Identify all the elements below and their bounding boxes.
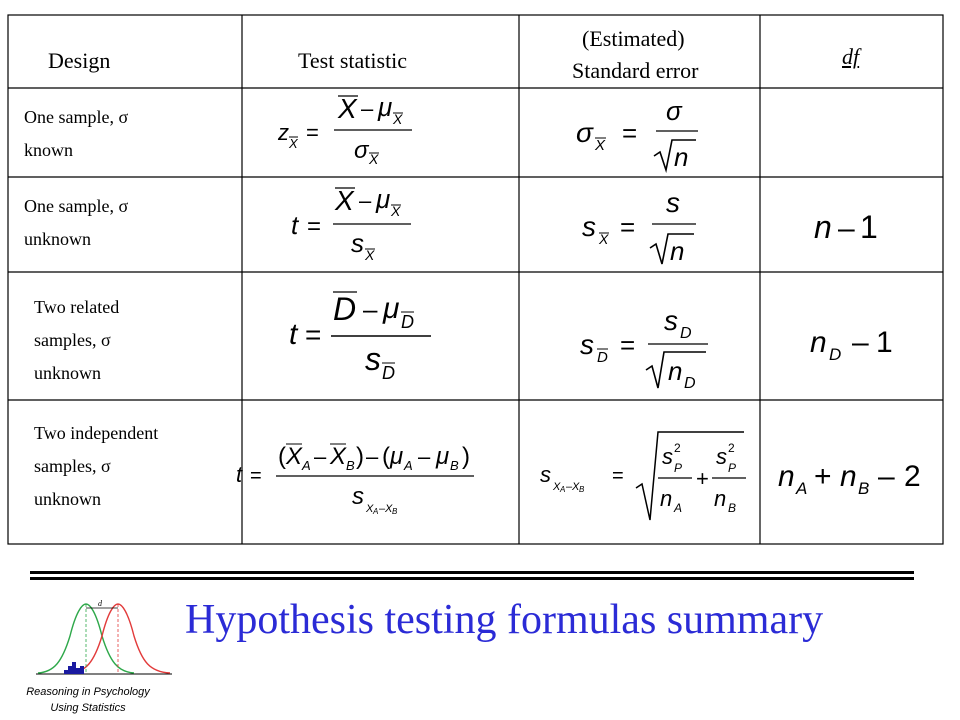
svg-text:D: D bbox=[382, 363, 395, 382]
svg-text:σ: σ bbox=[666, 96, 682, 126]
svg-text:–: – bbox=[379, 503, 386, 515]
row1-design bbox=[24, 101, 128, 167]
svg-text:(: ( bbox=[382, 443, 390, 470]
svg-text:A: A bbox=[302, 458, 311, 473]
logo-caption-line1: Reasoning in Psychology bbox=[26, 686, 150, 698]
svg-text:=: = bbox=[306, 120, 319, 145]
row1-test-statistic-formula bbox=[272, 90, 422, 175]
row1-design-line1: One sample, σ bbox=[24, 107, 129, 127]
svg-text:n: n bbox=[810, 326, 827, 359]
svg-text:A: A bbox=[674, 501, 683, 515]
svg-text:2: 2 bbox=[904, 460, 921, 493]
svg-text:–: – bbox=[838, 212, 855, 245]
svg-text:=: = bbox=[305, 319, 322, 350]
row4-design-line1: Two independent bbox=[34, 423, 159, 443]
svg-text:+: + bbox=[814, 460, 832, 493]
header-test-statistic: Test statistic bbox=[298, 48, 408, 73]
svg-text:n: n bbox=[814, 209, 832, 245]
svg-text:t: t bbox=[291, 210, 299, 240]
svg-text:n: n bbox=[840, 460, 857, 493]
svg-text:D: D bbox=[597, 349, 608, 366]
header-df: df bbox=[842, 44, 860, 69]
svg-text:X: X bbox=[365, 247, 375, 263]
svg-text:B: B bbox=[858, 479, 870, 498]
svg-text:t: t bbox=[236, 462, 243, 487]
svg-text:n: n bbox=[714, 486, 727, 511]
svg-text:(: ( bbox=[278, 443, 286, 470]
svg-text:X: X bbox=[335, 185, 354, 216]
svg-text:=: = bbox=[250, 465, 262, 487]
svg-text:=: = bbox=[622, 118, 638, 148]
row4-df-formula bbox=[776, 450, 936, 505]
svg-text:s: s bbox=[666, 187, 680, 218]
svg-text:s: s bbox=[352, 483, 364, 510]
svg-text:s: s bbox=[716, 444, 727, 469]
row2-design-line1: One sample, σ bbox=[24, 196, 129, 216]
svg-text:n: n bbox=[668, 356, 683, 386]
row3-test-statistic-formula bbox=[285, 278, 445, 387]
row2-design bbox=[24, 190, 128, 256]
row2-design-line2: unknown bbox=[24, 229, 91, 249]
svg-text:B: B bbox=[728, 501, 737, 515]
row1-standard-error-formula bbox=[570, 96, 710, 181]
row2-standard-error-formula bbox=[580, 186, 710, 275]
svg-text:μ: μ bbox=[390, 443, 404, 470]
svg-text:–: – bbox=[852, 326, 869, 359]
svg-text:P: P bbox=[728, 461, 737, 475]
row2-df-formula bbox=[812, 202, 912, 257]
svg-text:n: n bbox=[670, 236, 685, 266]
svg-text:2: 2 bbox=[674, 441, 681, 455]
svg-text:X: X bbox=[289, 136, 298, 151]
row4-design bbox=[34, 417, 158, 516]
footer-rule-top bbox=[30, 571, 914, 574]
row4-design-line2: samples, σ bbox=[34, 456, 111, 476]
svg-text:–: – bbox=[566, 481, 573, 493]
svg-text:X: X bbox=[338, 93, 357, 124]
svg-text:s: s bbox=[365, 341, 381, 377]
svg-text:μ: μ bbox=[376, 184, 391, 214]
svg-text:=: = bbox=[612, 465, 624, 487]
row1-design-line2: known bbox=[24, 140, 73, 160]
svg-text:2: 2 bbox=[728, 441, 735, 455]
svg-text:t: t bbox=[289, 318, 298, 351]
svg-text:μ: μ bbox=[383, 292, 400, 325]
svg-text:–: – bbox=[359, 188, 372, 213]
svg-text:X: X bbox=[553, 481, 561, 493]
svg-text:1: 1 bbox=[860, 209, 878, 245]
row3-design-line3: unknown bbox=[34, 363, 101, 383]
svg-text:X: X bbox=[572, 481, 580, 493]
svg-text:X: X bbox=[393, 111, 403, 127]
row3-df-formula bbox=[808, 316, 918, 371]
svg-text:B: B bbox=[346, 458, 355, 473]
row4-design-line3: unknown bbox=[34, 489, 101, 509]
header-standard-error-line2: Standard error bbox=[572, 58, 699, 83]
svg-text:B: B bbox=[392, 507, 398, 516]
svg-text:P: P bbox=[674, 461, 683, 475]
svg-text:): ) bbox=[356, 443, 364, 470]
logo-label-d: d bbox=[98, 599, 102, 608]
svg-text:=: = bbox=[620, 212, 636, 242]
svg-text:μ: μ bbox=[436, 443, 450, 470]
svg-text:–: – bbox=[363, 294, 378, 324]
svg-text:D: D bbox=[680, 325, 692, 342]
svg-text:B: B bbox=[450, 458, 459, 473]
svg-text:X: X bbox=[286, 443, 303, 470]
footer-rule-bottom bbox=[30, 577, 914, 580]
svg-text:μ: μ bbox=[378, 92, 393, 122]
svg-text:A: A bbox=[404, 458, 413, 473]
svg-text:–: – bbox=[366, 444, 379, 469]
svg-text:n: n bbox=[778, 460, 795, 493]
svg-text:D: D bbox=[829, 345, 842, 364]
logo-caption-line2: Using Statistics bbox=[50, 702, 126, 714]
svg-text:s: s bbox=[540, 462, 551, 487]
svg-text:σ: σ bbox=[354, 137, 369, 164]
svg-text:A: A bbox=[373, 507, 379, 516]
header-standard-error-line1: (Estimated) bbox=[582, 26, 685, 51]
svg-text:z: z bbox=[278, 120, 289, 145]
svg-text:=: = bbox=[620, 330, 636, 360]
page-title: Hypothesis testing formulas summary bbox=[185, 597, 824, 643]
svg-text:s: s bbox=[664, 305, 678, 336]
svg-text:D: D bbox=[684, 375, 696, 392]
svg-text:D: D bbox=[333, 291, 357, 327]
svg-text:n: n bbox=[660, 486, 673, 511]
row3-design-line2: samples, σ bbox=[34, 330, 111, 350]
svg-text:s: s bbox=[580, 329, 594, 360]
row4-test-statistic-formula bbox=[232, 432, 512, 525]
svg-text:–: – bbox=[314, 444, 327, 469]
svg-text:+: + bbox=[696, 466, 709, 491]
row2-test-statistic-formula bbox=[285, 182, 435, 271]
svg-text:s: s bbox=[351, 228, 364, 258]
svg-text:): ) bbox=[462, 443, 470, 470]
svg-text:–: – bbox=[418, 444, 431, 469]
svg-text:X: X bbox=[391, 203, 401, 219]
svg-text:–: – bbox=[361, 96, 374, 121]
header-design: Design bbox=[48, 48, 111, 73]
svg-text:X: X bbox=[595, 137, 606, 154]
svg-text:=: = bbox=[307, 213, 322, 240]
svg-text:–: – bbox=[878, 460, 895, 493]
svg-text:1: 1 bbox=[876, 326, 893, 359]
svg-text:X: X bbox=[369, 151, 379, 167]
svg-text:B: B bbox=[579, 485, 585, 494]
row3-design-line1: Two related bbox=[34, 297, 120, 317]
svg-text:X: X bbox=[385, 503, 393, 515]
row3-standard-error-formula bbox=[578, 298, 718, 399]
normal-curves-logo-icon bbox=[30, 596, 180, 686]
svg-text:D: D bbox=[401, 312, 414, 332]
row4-standard-error-formula bbox=[536, 424, 756, 529]
svg-text:A: A bbox=[560, 485, 566, 494]
svg-text:n: n bbox=[674, 142, 689, 172]
row3-design bbox=[34, 291, 119, 390]
svg-text:A: A bbox=[796, 479, 808, 498]
svg-text:s: s bbox=[662, 444, 673, 469]
svg-text:σ: σ bbox=[576, 117, 593, 148]
svg-text:X: X bbox=[366, 503, 374, 515]
svg-text:X: X bbox=[330, 443, 347, 470]
svg-text:s: s bbox=[582, 211, 596, 242]
svg-text:X: X bbox=[599, 231, 609, 247]
